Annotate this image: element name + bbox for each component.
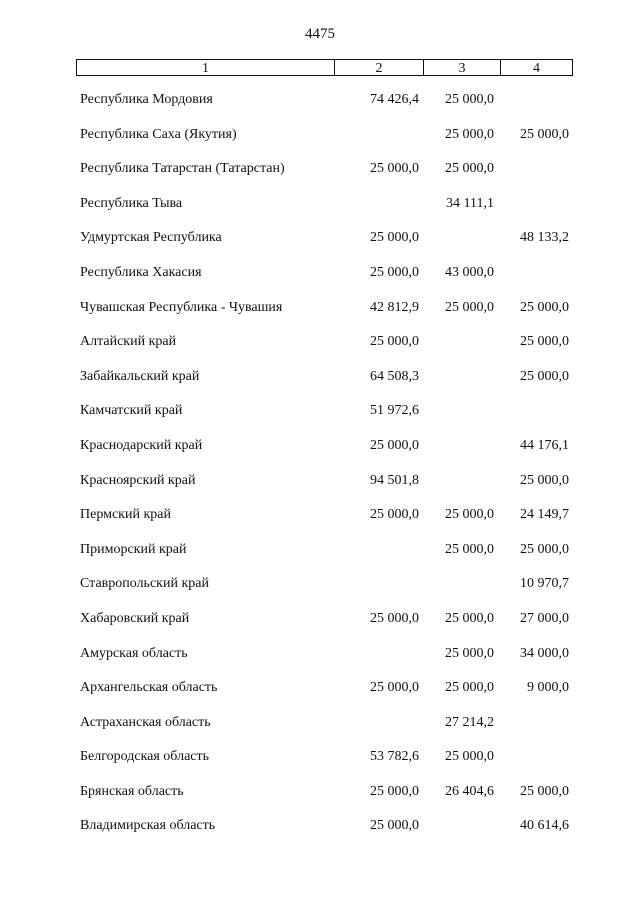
- table-row: [0, 292, 640, 327]
- value-column-3: 25 000,0: [445, 645, 494, 661]
- value-column-2: 25 000,0: [370, 818, 419, 834]
- table-row: [0, 707, 640, 742]
- region-name: Астраханская область: [80, 714, 211, 730]
- table-row: [0, 638, 640, 673]
- region-name: Приморский край: [80, 541, 187, 557]
- table-row: [0, 430, 640, 465]
- table-row: [0, 603, 640, 638]
- column-header-2: 2: [335, 60, 424, 75]
- column-header-3: 3: [424, 60, 501, 75]
- value-column-4: 25 000,0: [520, 334, 569, 350]
- value-column-2: 25 000,0: [370, 680, 419, 696]
- value-column-3: 25 000,0: [445, 126, 494, 142]
- table-row: [0, 188, 640, 223]
- value-column-2: 25 000,0: [370, 507, 419, 523]
- value-column-4: 48 133,2: [520, 230, 569, 246]
- value-column-3: 27 214,2: [445, 714, 494, 730]
- value-column-3: 25 000,0: [445, 541, 494, 557]
- table-row: [0, 84, 640, 119]
- region-name: Алтайский край: [80, 334, 177, 350]
- region-name: Владимирская область: [80, 818, 216, 834]
- value-column-2: 25 000,0: [370, 610, 419, 626]
- value-column-4: 24 149,7: [520, 507, 569, 523]
- value-column-3: 25 000,0: [445, 92, 494, 107]
- value-column-3: 43 000,0: [445, 264, 494, 280]
- region-name: Архангельская область: [80, 680, 218, 696]
- table-row: [0, 395, 640, 430]
- region-name: Пермский край: [80, 507, 171, 523]
- value-column-4: 9 000,0: [527, 680, 569, 696]
- table-row: [0, 257, 640, 292]
- value-column-4: 25 000,0: [520, 126, 569, 142]
- value-column-3: 26 404,6: [445, 783, 494, 799]
- region-name: Белгородская область: [80, 749, 210, 765]
- value-column-3: 25 000,0: [445, 749, 494, 765]
- table-row: [0, 534, 640, 569]
- region-name: Забайкальский край: [80, 368, 200, 384]
- table-row: [0, 672, 640, 707]
- table-row: [0, 499, 640, 534]
- value-column-2: 42 812,9: [370, 299, 419, 315]
- region-name: Краснодарский край: [80, 437, 203, 453]
- table-row: [0, 776, 640, 811]
- value-column-2: 74 426,4: [370, 92, 419, 107]
- value-column-3: 34 111,1: [446, 195, 494, 211]
- value-column-3: 25 000,0: [445, 610, 494, 626]
- value-column-2: 25 000,0: [370, 334, 419, 350]
- region-name: Брянская область: [80, 783, 184, 799]
- value-column-2: 94 501,8: [370, 472, 419, 488]
- region-name: Удмуртская Республика: [80, 230, 222, 246]
- table-body: [0, 84, 640, 845]
- table-row: [0, 741, 640, 776]
- value-column-3: 25 000,0: [445, 680, 494, 696]
- region-name: Чувашская Республика - Чувашия: [80, 299, 283, 315]
- value-column-2: 25 000,0: [370, 230, 419, 246]
- value-column-4: 25 000,0: [520, 368, 569, 384]
- region-name: Хабаровский край: [80, 610, 190, 626]
- value-column-2: 25 000,0: [370, 783, 419, 799]
- table-row: [0, 153, 640, 188]
- value-column-4: 44 176,1: [520, 437, 569, 453]
- value-column-4: 25 000,0: [520, 472, 569, 488]
- table-row: [0, 119, 640, 154]
- value-column-4: 34 000,0: [520, 645, 569, 661]
- value-column-2: 51 972,6: [370, 403, 419, 419]
- value-column-3: 25 000,0: [445, 161, 494, 177]
- region-name: Республика Тыва: [80, 195, 183, 211]
- value-column-3: 25 000,0: [445, 507, 494, 523]
- region-name: Республика Мордовия: [80, 92, 213, 107]
- table-row: [0, 568, 640, 603]
- table-row: [0, 361, 640, 396]
- table-row: [0, 465, 640, 500]
- region-name: Амурская область: [80, 645, 188, 661]
- region-name: Республика Саха (Якутия): [80, 126, 237, 142]
- value-column-2: 64 508,3: [370, 368, 419, 384]
- value-column-3: 25 000,0: [445, 299, 494, 315]
- column-header-4: 4: [533, 61, 540, 76]
- region-name: Республика Татарстан (Татарстан): [80, 161, 285, 177]
- column-header-1: 1: [77, 60, 335, 75]
- page-number: 4475: [305, 26, 335, 42]
- value-column-4: 40 614,6: [520, 818, 569, 834]
- region-name: Ставропольский край: [80, 576, 209, 592]
- table-row: [0, 326, 640, 361]
- value-column-4: 10 970,7: [520, 576, 569, 592]
- value-column-2: 25 000,0: [370, 161, 419, 177]
- table-header: [76, 59, 573, 76]
- region-name: Камчатский край: [80, 403, 183, 419]
- table-row: [0, 222, 640, 257]
- value-column-4: 25 000,0: [520, 783, 569, 799]
- value-column-4: 27 000,0: [520, 610, 569, 626]
- value-column-4: 25 000,0: [520, 541, 569, 557]
- value-column-2: 25 000,0: [370, 264, 419, 280]
- value-column-2: 25 000,0: [370, 437, 419, 453]
- value-column-4: 25 000,0: [520, 299, 569, 315]
- region-name: Республика Хакасия: [80, 264, 202, 280]
- value-column-2: 53 782,6: [370, 749, 419, 765]
- table-row: [0, 810, 640, 845]
- region-name: Красноярский край: [80, 472, 196, 488]
